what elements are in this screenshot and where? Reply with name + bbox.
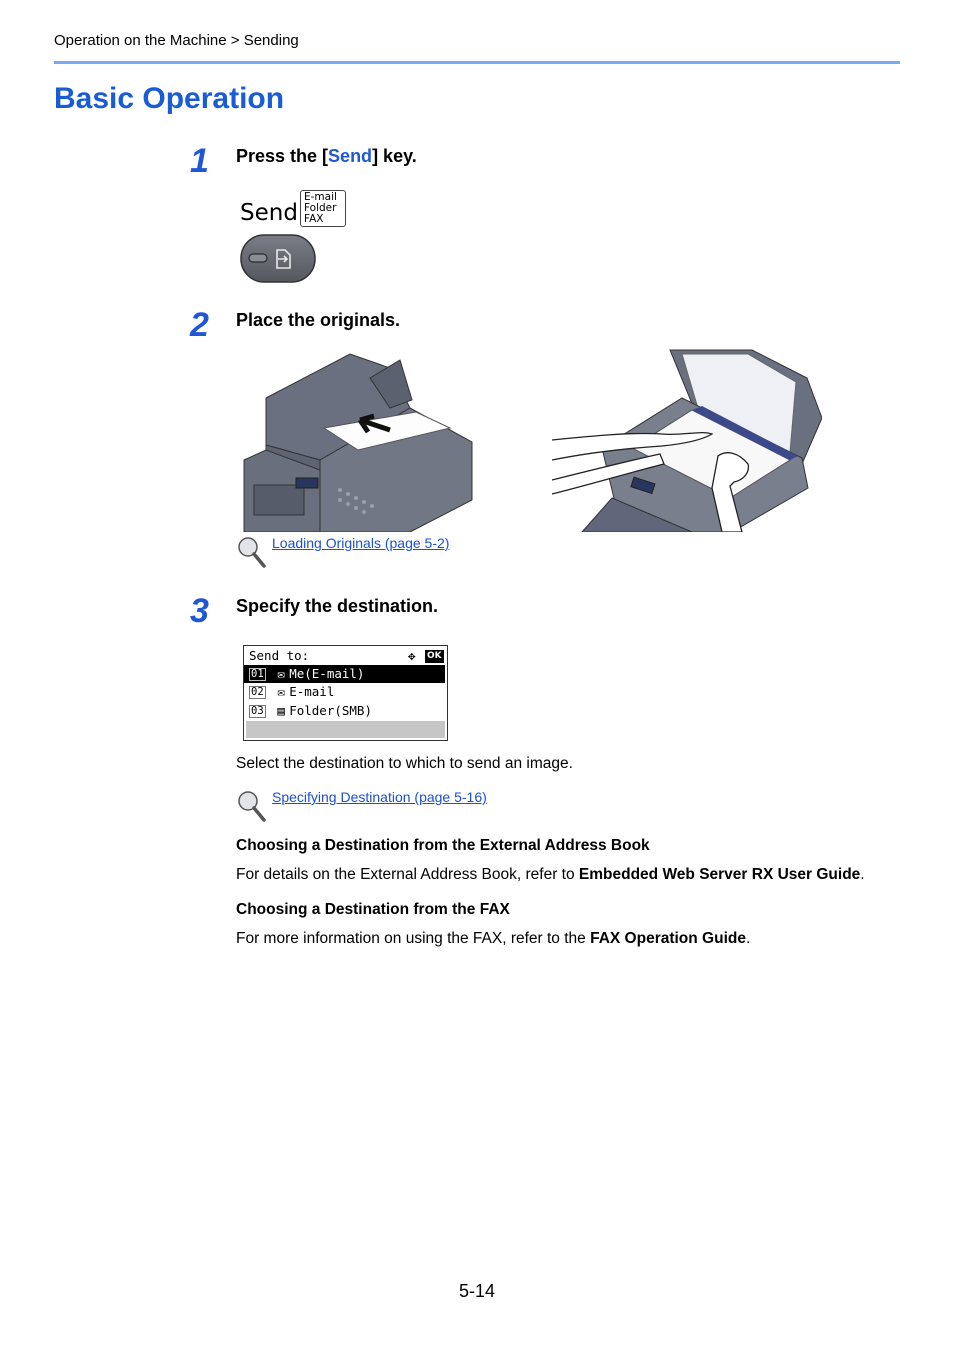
lcd-send-to-screen [243, 645, 448, 741]
lcd-title-row [244, 647, 445, 665]
arrows-icon: ✥ [408, 648, 416, 663]
external-text-post: . [860, 866, 865, 883]
step-1-post: ] key. [372, 146, 417, 166]
sublabel-fax: FAX [304, 213, 324, 225]
fax-text-post: . [745, 930, 751, 947]
ref-loading-originals [236, 535, 449, 569]
lcd-row-2-num: 02 [251, 686, 264, 698]
step-2-number: 2 [190, 306, 209, 344]
step-2-heading: Place the originals. [236, 310, 401, 330]
lcd-row-3-label: Folder(SMB) [289, 703, 372, 718]
send-key-word: Send [328, 146, 373, 166]
document-feeder-illustration [240, 350, 476, 532]
sublabel-folder: Folder [304, 202, 337, 214]
external-guide-name: Embedded Web Server RX User Guide [578, 866, 861, 883]
lcd-row-3[interactable] [244, 702, 445, 720]
link-loading-originals[interactable]: Loading Originals (page 5-2) [272, 535, 450, 551]
lcd-title: Send to: [249, 648, 310, 663]
external-text-pre: For details on the External Address Book, refer to [236, 866, 579, 883]
external-address-heading: Choosing a Destination from the External Address Book [236, 837, 650, 854]
folder-icon: ▤ [277, 703, 285, 718]
ok-icon: OK [427, 651, 442, 661]
lcd-row-3-num: 03 [251, 705, 264, 717]
email-icon: ✉ [277, 684, 285, 699]
link-specifying-destination[interactable]: Specifying Destination (page 5-16) [272, 789, 487, 805]
header-rule [54, 61, 900, 64]
lcd-row-2[interactable] [244, 683, 445, 701]
send-key-label: Send [240, 200, 298, 226]
send-key-sublabels [300, 190, 346, 227]
lcd-row-1[interactable] [244, 665, 445, 683]
step-1-heading [236, 146, 417, 167]
magnifier-icon [236, 535, 266, 569]
fax-text-pre: For more information on using the FAX, refer to the [236, 930, 591, 947]
lcd-row-1-label: Me(E-mail) [289, 666, 365, 681]
send-button-icon[interactable] [240, 234, 316, 284]
step-1-number: 1 [190, 142, 209, 180]
ref-specifying-destination [236, 789, 487, 823]
step-3-number: 3 [190, 592, 209, 630]
platen-glass-illustration [552, 348, 822, 532]
magnifier-icon [236, 789, 266, 823]
breadcrumb: Operation on the Machine > Sending [54, 32, 299, 49]
me-email-icon: ✉ [277, 666, 285, 681]
lcd-row-1-num: 01 [251, 668, 264, 680]
step-3-heading: Specify the destination. [236, 596, 439, 616]
fax-text [236, 930, 750, 948]
step-1-pre: Press the [ [236, 146, 329, 166]
select-destination-text: Select the destination to which to send an image. [236, 755, 573, 772]
fax-guide-name: FAX Operation Guide [590, 930, 746, 947]
lcd-empty-row [246, 721, 445, 738]
fax-heading: Choosing a Destination from the FAX [236, 901, 510, 918]
external-address-text [236, 866, 865, 884]
page-title: Basic Operation [54, 82, 285, 115]
lcd-row-2-label: E-mail [289, 684, 335, 699]
send-key-illustration [240, 190, 350, 286]
sublabel-email: E-mail [304, 191, 337, 203]
page-number: 5-14 [459, 1281, 496, 1301]
